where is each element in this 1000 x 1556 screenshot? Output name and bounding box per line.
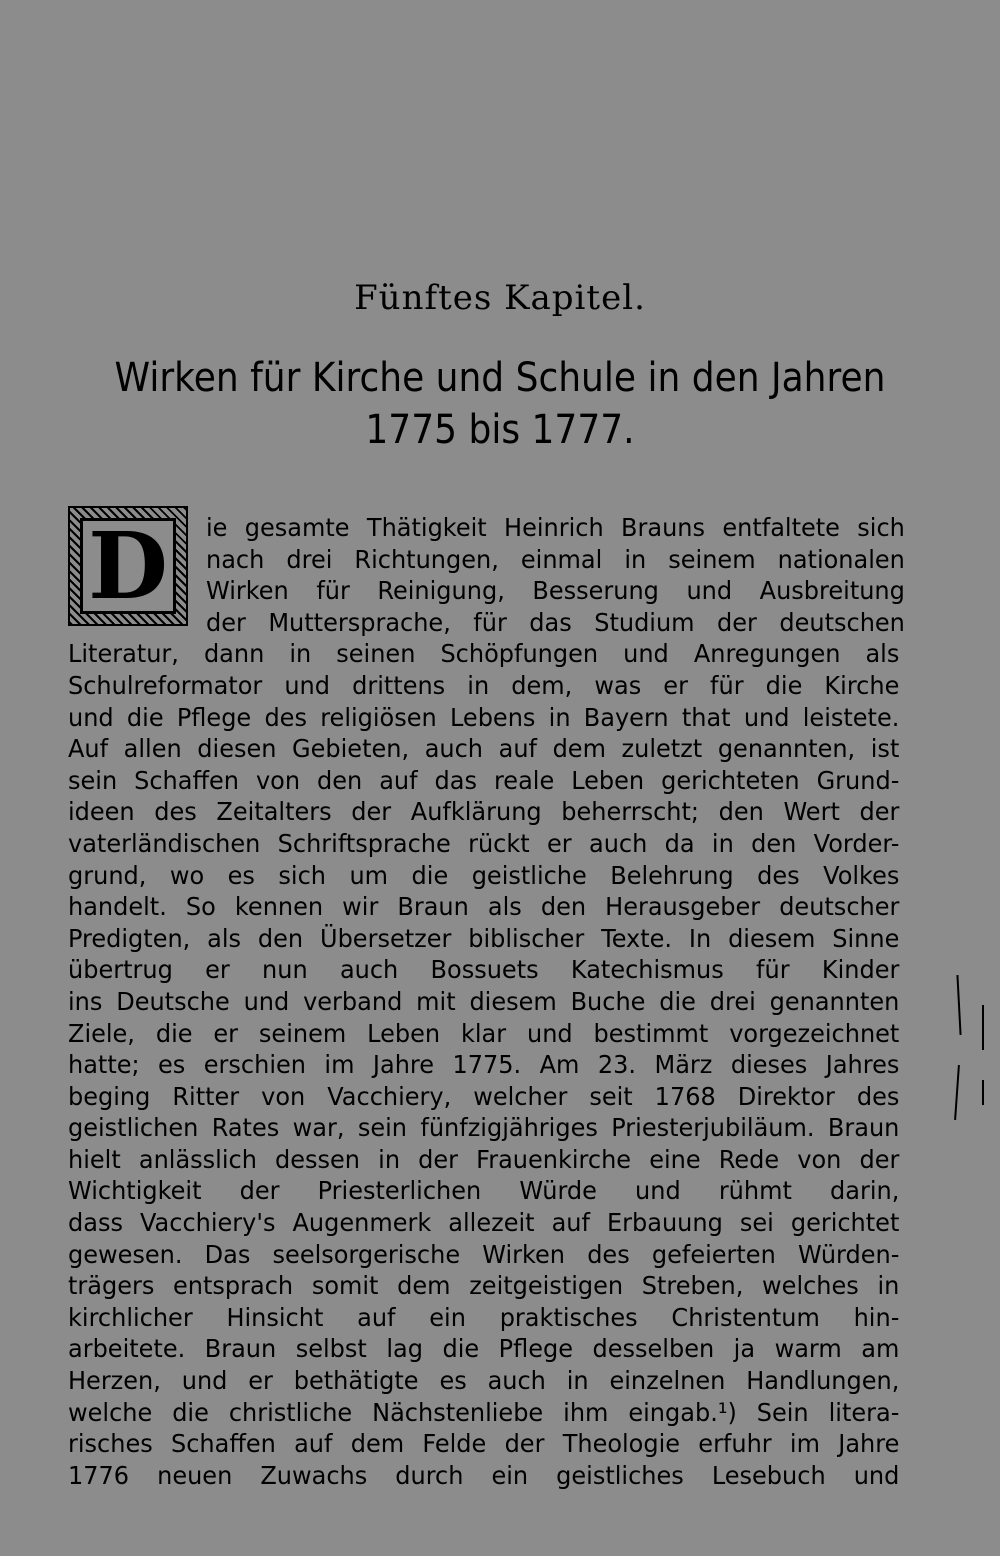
text-line: risches Schaffen auf dem Felde der Theologie erfuhr im Jahre xyxy=(68,1429,900,1459)
margin-mark xyxy=(982,1005,984,1050)
text-line: ie gesamte Thätigkeit Heinrich Brauns entfaltete sich xyxy=(206,513,905,542)
text-line: Auf allen diesen Gebieten, auch auf dem zuletzt genannten, ist xyxy=(68,734,900,764)
text-line: hatte; es erschien im Jahre 1775. Am 23. März dieses Jahres xyxy=(68,1050,900,1080)
text-line: ins Deutsche und verband mit diesem Buche die drei genannten xyxy=(68,986,900,1016)
text-line: Literatur, dann in seinen Schöpfungen und Anregungen als xyxy=(68,639,900,669)
text-line: beging Ritter von Vacchiery, welcher seit 1768 Direktor des xyxy=(68,1081,900,1111)
text-line: ideen des Zeitalters der Aufklärung beherrscht; den Wert der xyxy=(68,797,900,827)
text-line: hielt anlässlich dessen in der Frauenkirche eine Rede von der xyxy=(68,1144,900,1174)
text-line: handelt. So kennen wir Braun als den Herausgeber deutscher xyxy=(68,892,900,922)
chapter-title-line-1: Wirken für Kirche und Schule in den Jahren xyxy=(114,355,886,401)
text-line: grund, wo es sich um die geistliche Belehrung des Volkes xyxy=(68,860,900,890)
text-line: kirchlicher Hinsicht auf ein praktisches Christentum hin- xyxy=(68,1302,900,1332)
text-line: und die Pflege des religiösen Lebens in Bayern that und leistete. xyxy=(68,702,900,732)
text-line: Schulreformator und drittens in dem, was er für die Kirche xyxy=(68,670,900,700)
text-line: Ziele, die er seinem Leben klar und bestimmt vorgezeichnet xyxy=(68,1018,900,1048)
text-line: arbeitete. Braun selbst lag die Pflege desselben ja warm am xyxy=(68,1334,900,1364)
text-line: gewesen. Das seelsorgerische Wirken des gefeierten Würden- xyxy=(68,1239,900,1269)
text-line: geistlichen Rates war, sein fünfzigjähriges Priesterjubiläum. Braun xyxy=(68,1113,900,1143)
margin-mark xyxy=(956,975,961,1035)
text-line: nach drei Richtungen, einmal in seinem nationalen xyxy=(206,544,905,574)
text-line: der Muttersprache, für das Studium der deutschen xyxy=(206,607,905,637)
text-line: Wichtigkeit der Priesterlichen Würde und rühmt darin, xyxy=(68,1176,900,1206)
chapter-title-line-2: 1775 bis 1777. xyxy=(365,407,635,453)
margin-pencil-marks xyxy=(952,975,992,1145)
text-line: welche die christliche Nächstenliebe ihm eingab.¹) Sein litera- xyxy=(68,1397,900,1427)
text-line: dass Vacchiery's Augenmerk allezeit auf Erbauung sei gerichtet xyxy=(68,1208,900,1238)
chapter-label: Fünftes Kapitel. xyxy=(354,278,646,318)
text-line: übertrug er nun auch Bossuets Katechismus für Kinder xyxy=(68,955,900,985)
text-line: vaterländischen Schriftsprache rückt er auch da in den Vorder- xyxy=(68,828,900,858)
text-line: 1776 neuen Zuwachs durch ein geistliches Lesebuch und xyxy=(68,1460,900,1490)
text-line: sein Schaffen von den auf das reale Leben gerichteten Grund- xyxy=(68,765,900,795)
margin-mark xyxy=(954,1065,960,1120)
text-line: Predigten, als den Übersetzer biblischer Texte. In diesem Sinne xyxy=(68,923,900,953)
margin-mark xyxy=(982,1080,984,1105)
text-line: Wirken für Reinigung, Besserung und Ausbreitung xyxy=(206,576,905,606)
text-line: Herzen, und er bethätigte es auch in einzelnen Handlungen, xyxy=(68,1366,900,1396)
chapter-title xyxy=(104,352,896,456)
body-paragraph xyxy=(68,512,934,1491)
ornamental-initial-letter: D xyxy=(88,512,168,620)
text-line: trägers entsprach somit dem zeitgeistigen Streben, welches in xyxy=(68,1271,900,1301)
